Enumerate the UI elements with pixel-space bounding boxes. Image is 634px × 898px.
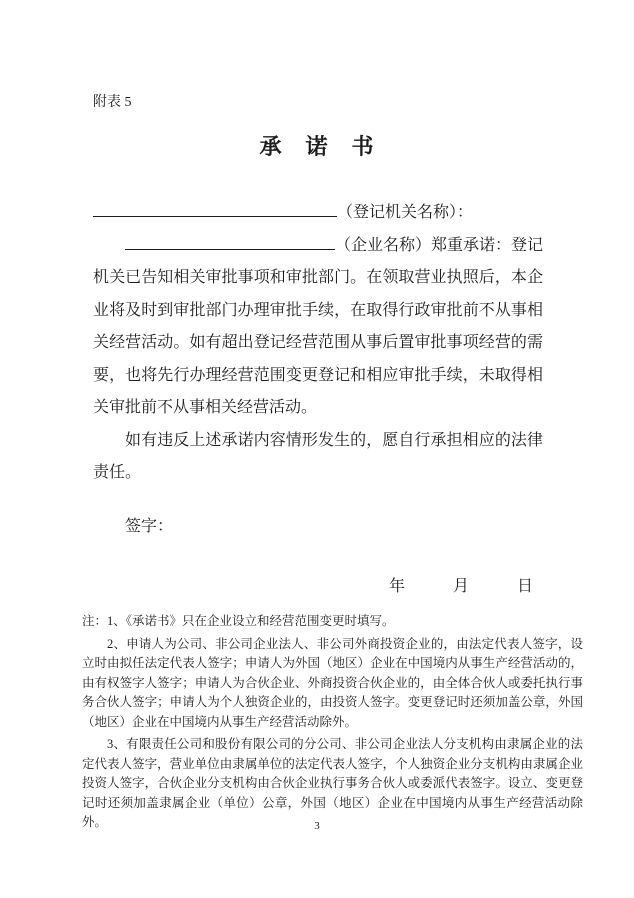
registry-authority-line — [93, 197, 543, 230]
note-1: 注：1、《承诺书》只在企业设立和经营范围变更时填写。 — [82, 614, 395, 628]
enterprise-name-blank — [125, 233, 335, 250]
signature-label: 签字： — [125, 517, 174, 535]
attachment-label: 附表 5 — [93, 95, 132, 110]
notes-section — [82, 612, 583, 833]
page-number: 3 — [314, 820, 320, 832]
liability-paragraph: 如有违反上述承诺内容情形发生的，愿自行承担相应的法律责任。 — [93, 431, 543, 481]
registry-line-label: （登记机关名称）： — [337, 204, 474, 221]
commitment-paragraph — [93, 230, 543, 425]
document-body — [93, 197, 543, 604]
registry-name-blank — [93, 200, 337, 217]
commitment-paragraph-text: （企业名称）郑重承诺：登记机关已告知相关审批事项和审批部门。在领取营业执照后，本企业将及时到审批部门办理审批手续，在取得行政审批前不从事相关经营活动。如有超出登记经营范围从事后置审批事项经营的需要，也将先行办理经营范围变更登记和相应审批手续，未取得相关审批前不从事相关经营活动。 — [93, 236, 544, 416]
note-3: 3、有限责任公司和股份有限公司的分公司、非公司企业法人分支机构由隶属企业的法定代表人签字，营业单位由隶属单位的法定代表人签字，个人独资企业分支机构由隶属企业投资人签字，合伙企业分支机构由合伙企业执行事务合伙人或委派代表签字。设立、变更登记时还须加盖隶属企业（单位）公章，外国（地区）企业在中国境内从事生产经营活动除外。 — [82, 737, 583, 829]
document-title: 承 诺 书 — [259, 134, 375, 159]
date-line: 年 月 日 — [388, 578, 533, 595]
note-2: 2、申请人为公司、非公司企业法人、非公司外商投资企业的，由法定代表人签字，设立时由拟任法定代表人签字；申请人为外国（地区）企业在中国境内从事生产经营活动的，由有权签字人签字；申请人为合伙企业、外商投资合伙企业的，由全体合伙人或委托执行事务合伙人签字；申请人为个人独资企业的，由投资人签字。变更登记时还须加盖公章，外国（地区）企业在中国境内从事生产经营活动除外。 — [82, 636, 583, 729]
